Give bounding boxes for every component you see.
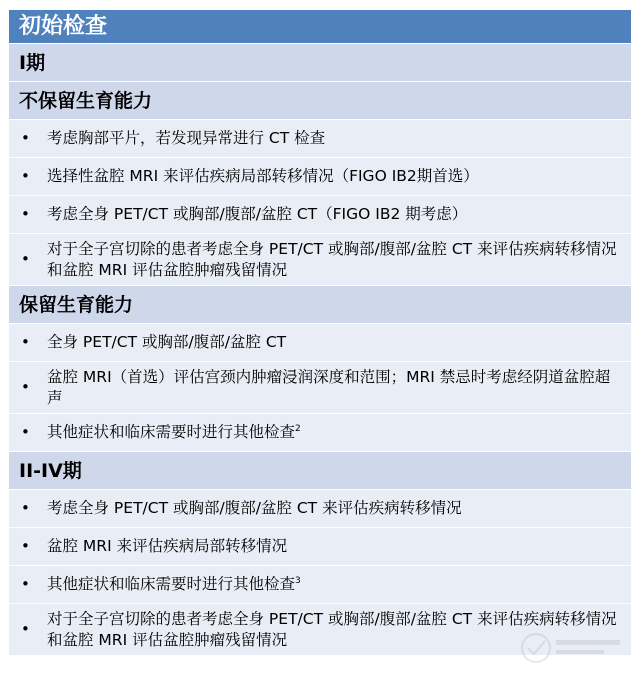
list-item xyxy=(9,120,631,158)
bullet-icon: • xyxy=(21,620,30,638)
bullet-icon: • xyxy=(21,129,30,147)
list-item xyxy=(9,158,631,196)
list-item-text: 全身 PET/CT 或胸部/腹部/盆腔 CT xyxy=(47,333,287,351)
list-item-text: 对于全子宫切除的患者考虑全身 PET/CT 或胸部/腹部/盆腔 CT 来评估疾病转移情况和盆腔 MRI 评估盆腔肿瘤残留情况 xyxy=(47,239,617,279)
list-item-text: 盆腔 MRI 来评估疾病局部转移情况 xyxy=(47,537,288,555)
watermark-logo xyxy=(518,628,628,668)
item-text: 其他症状和临床需要时进行其他检查 xyxy=(47,423,296,441)
list-item xyxy=(9,196,631,234)
watermark-icon xyxy=(518,628,628,668)
list-item-text: 盆腔 MRI（首选）评估宫颈内肿瘤浸润深度和范围；MRI 禁忌时考虑经阴道盆腔超声 xyxy=(47,367,611,407)
list-item xyxy=(9,566,631,604)
list-item-text: 考虑胸部平片，若发现异常进行 CT 检查 xyxy=(47,129,326,147)
section-no-fertility: 不保留生育能力 xyxy=(9,82,631,120)
list-item xyxy=(9,324,631,362)
list-item xyxy=(9,490,631,528)
list-item xyxy=(9,234,631,286)
list-item-text xyxy=(47,422,301,443)
bullet-icon: • xyxy=(21,575,30,593)
bullet-icon: • xyxy=(21,423,30,441)
list-item xyxy=(9,528,631,566)
footnote-marker: 3 xyxy=(295,575,301,586)
item-text: 其他症状和临床需要时进行其他检查 xyxy=(47,575,296,593)
table-title: 初始检查 xyxy=(9,10,631,44)
exam-table xyxy=(9,10,631,656)
section-stage-ii-iv: II-IV期 xyxy=(9,452,631,490)
section-stage-i: I期 xyxy=(9,44,631,82)
list-item-text xyxy=(47,574,301,595)
bullet-icon: • xyxy=(21,378,30,396)
list-item xyxy=(9,414,631,452)
footnote-marker: 2 xyxy=(295,423,301,434)
list-item-text: 选择性盆腔 MRI 来评估疾病局部转移情况（FIGO IB2期首选） xyxy=(47,167,479,185)
list-item-text: 对于全子宫切除的患者考虑全身 PET/CT 或胸部/腹部/盆腔 CT 来评估疾病转移情况和盆腔 MRI 评估盆腔肿瘤残留情况 xyxy=(47,609,617,649)
section-fertility-sparing: 保留生育能力 xyxy=(9,286,631,324)
bullet-icon: • xyxy=(21,499,30,517)
list-item-text: 考虑全身 PET/CT 或胸部/腹部/盆腔 CT（FIGO IB2 期考虑） xyxy=(47,205,468,223)
bullet-icon: • xyxy=(21,333,30,351)
list-item xyxy=(9,362,631,414)
list-item-text: 考虑全身 PET/CT 或胸部/腹部/盆腔 CT 来评估疾病转移情况 xyxy=(47,499,462,517)
bullet-icon: • xyxy=(21,205,30,223)
bullet-icon: • xyxy=(21,167,30,185)
bullet-icon: • xyxy=(21,537,30,555)
bullet-icon: • xyxy=(21,250,30,268)
